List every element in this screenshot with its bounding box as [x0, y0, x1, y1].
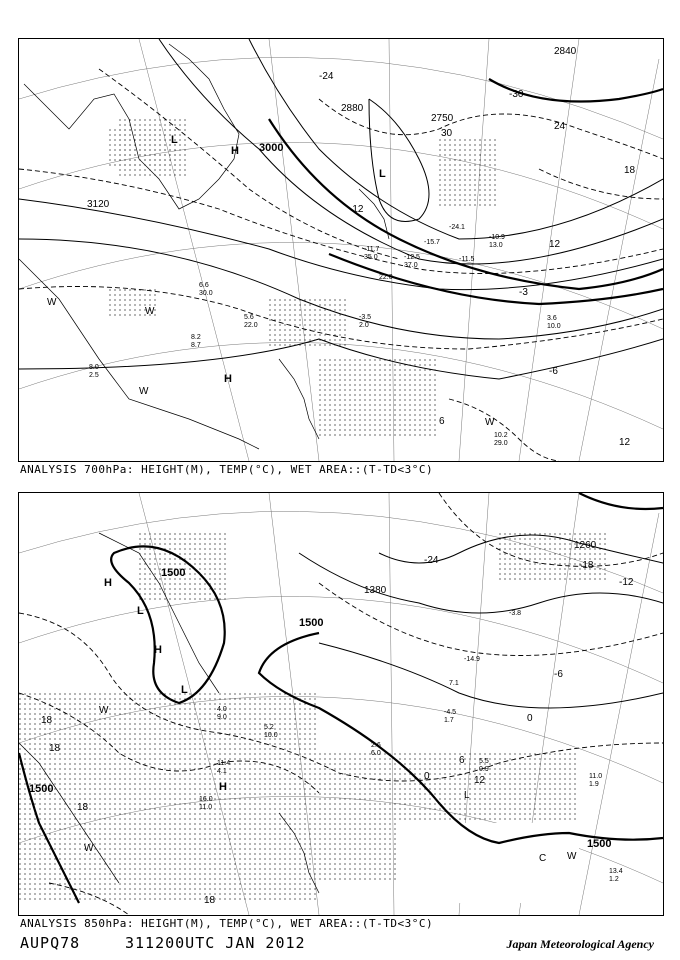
contour-label: 30 — [441, 128, 453, 139]
station-value: -15.7 — [424, 239, 440, 246]
contour-label: -3 — [519, 287, 528, 298]
pressure-center: H — [104, 577, 112, 589]
contour-label: 18 — [77, 802, 89, 813]
pressure-center: W — [139, 386, 149, 397]
caption-700hpa: ANALYSIS 700hPa: HEIGHT(M), TEMP(°C), WET AREA::(T-TD<3°C) — [20, 463, 434, 476]
station-value: 11.4 — [217, 760, 231, 767]
contour-label: -24 — [424, 555, 439, 566]
station-value: -10.9 — [489, 234, 505, 241]
contour-label: 3120 — [87, 199, 110, 210]
pressure-center: C — [539, 853, 547, 864]
map-850hpa-svg — [19, 493, 663, 915]
wet-area-3 — [319, 359, 439, 439]
pressure-center: L — [181, 684, 188, 696]
contour-label: 0 — [424, 771, 430, 782]
contour-label: -24 — [319, 71, 334, 82]
station-value: 8.0 — [89, 364, 99, 371]
station-value: 6.6 — [199, 282, 209, 289]
map-panel-850hpa — [18, 492, 664, 916]
contour-label: -6 — [549, 366, 558, 377]
contour-label: 12 — [474, 775, 486, 786]
contour-label: 12 — [619, 437, 631, 448]
contour-label: 2880 — [341, 103, 364, 114]
station-value: -14.9 — [464, 656, 480, 663]
pressure-center: W — [485, 417, 495, 428]
station-value: 22.0 — [379, 274, 393, 281]
contour-label: 1500 — [29, 783, 54, 795]
product-code: AUPQ78 — [20, 934, 81, 952]
agency-name: Japan Meteorological Agency — [506, 937, 654, 951]
clear-area — [399, 823, 579, 903]
wet-area-4 — [439, 139, 499, 209]
station-value: -3.8 — [509, 610, 522, 617]
station-value: 1.7 — [444, 717, 454, 724]
pressure-center: H — [231, 145, 239, 157]
station-value: 8.2 — [191, 334, 201, 341]
station-value: -11.5 — [459, 256, 475, 263]
station-value: 10.0 — [264, 732, 278, 739]
station-value: 4.0 — [217, 706, 227, 713]
station-value: -4.5 — [444, 709, 457, 716]
station-value: 4.1 — [217, 768, 227, 775]
contour-label: 1500 — [299, 617, 324, 629]
station-value: 37.0 — [404, 262, 418, 269]
pressure-center: W — [567, 851, 577, 862]
contour-label: 0 — [527, 713, 533, 724]
station-value: 10.0 — [547, 323, 561, 330]
station-value: -11.7 — [364, 246, 380, 253]
station-value: 13.0 — [489, 242, 503, 249]
map-700hpa-svg — [19, 39, 663, 461]
pressure-center: W — [99, 705, 109, 716]
station-value: 2.0 — [359, 322, 369, 329]
station-value: 30.0 — [199, 290, 213, 297]
station-value: 6.0 — [371, 750, 381, 757]
station-value: -24.1 — [449, 224, 465, 231]
station-value: 1.2 — [609, 876, 619, 883]
station-value: 2.6 — [371, 742, 381, 749]
map-panel-700hpa — [18, 38, 664, 462]
contour-label: 18 — [204, 895, 216, 906]
contour-label: 1500 — [587, 838, 612, 850]
contour-label: -6 — [554, 669, 563, 680]
wet-area-1 — [119, 119, 189, 179]
station-value: 5.5 — [479, 758, 489, 765]
contour-label: 18 — [624, 165, 636, 176]
station-value: 5.2 — [264, 724, 274, 731]
station-value: 8.7 — [191, 342, 201, 349]
pressure-center: L — [464, 790, 470, 801]
station-value: 35.0 — [364, 254, 378, 261]
station-value: 11.0 — [589, 773, 603, 780]
contour-label: 6 — [439, 416, 445, 427]
contour-label: -12 — [619, 577, 634, 588]
station-value: 1.9 — [589, 781, 599, 788]
station-value: -12.5 — [404, 254, 420, 261]
station-value: 29.0 — [494, 440, 508, 447]
contour-label: 3000 — [259, 142, 284, 154]
contour-label: 24 — [554, 121, 566, 132]
contour-label: -12 — [349, 204, 364, 215]
station-value: 5.6 — [244, 314, 254, 321]
station-value: 3.6 — [547, 315, 557, 322]
station-value: 10.2 — [494, 432, 508, 439]
contour-label: 1500 — [161, 567, 186, 579]
station-value: 13.4 — [609, 868, 623, 875]
station-value: 16.0 — [199, 796, 213, 803]
station-value: 22.0 — [244, 322, 258, 329]
contour-label: 1260 — [574, 540, 597, 551]
contour-label: 18 — [49, 743, 61, 754]
contour-label: -18 — [579, 560, 594, 571]
pressure-center: H — [224, 373, 232, 385]
pressure-center: L — [379, 168, 386, 180]
pressure-center: H — [219, 781, 227, 793]
contour-label: -30 — [509, 89, 524, 100]
contour-label: 6 — [459, 755, 465, 766]
station-value: 0.9 — [479, 766, 489, 773]
valid-time: 311200UTC JAN 2012 — [125, 934, 306, 952]
station-value: 9.0 — [217, 714, 227, 721]
contour-label: 12 — [549, 239, 561, 250]
pressure-center: L — [137, 605, 144, 617]
station-value: 11.0 — [199, 804, 213, 811]
contour-label: 2750 — [431, 113, 454, 124]
contour-label: 2840 — [554, 46, 577, 57]
pressure-center: W — [145, 306, 155, 317]
pressure-center: W — [84, 843, 94, 854]
caption-850hpa: ANALYSIS 850hPa: HEIGHT(M), TEMP(°C), WET AREA::(T-TD<3°C) — [20, 917, 434, 930]
station-value: 7.1 — [449, 680, 459, 687]
pressure-center: H — [154, 644, 162, 656]
contour-label: 18 — [41, 715, 53, 726]
station-value: -3.5 — [359, 314, 372, 321]
pressure-center: W — [47, 297, 57, 308]
pressure-center: L — [171, 134, 178, 146]
contour-label: 1380 — [364, 585, 387, 596]
station-value: 2.5 — [89, 372, 99, 379]
